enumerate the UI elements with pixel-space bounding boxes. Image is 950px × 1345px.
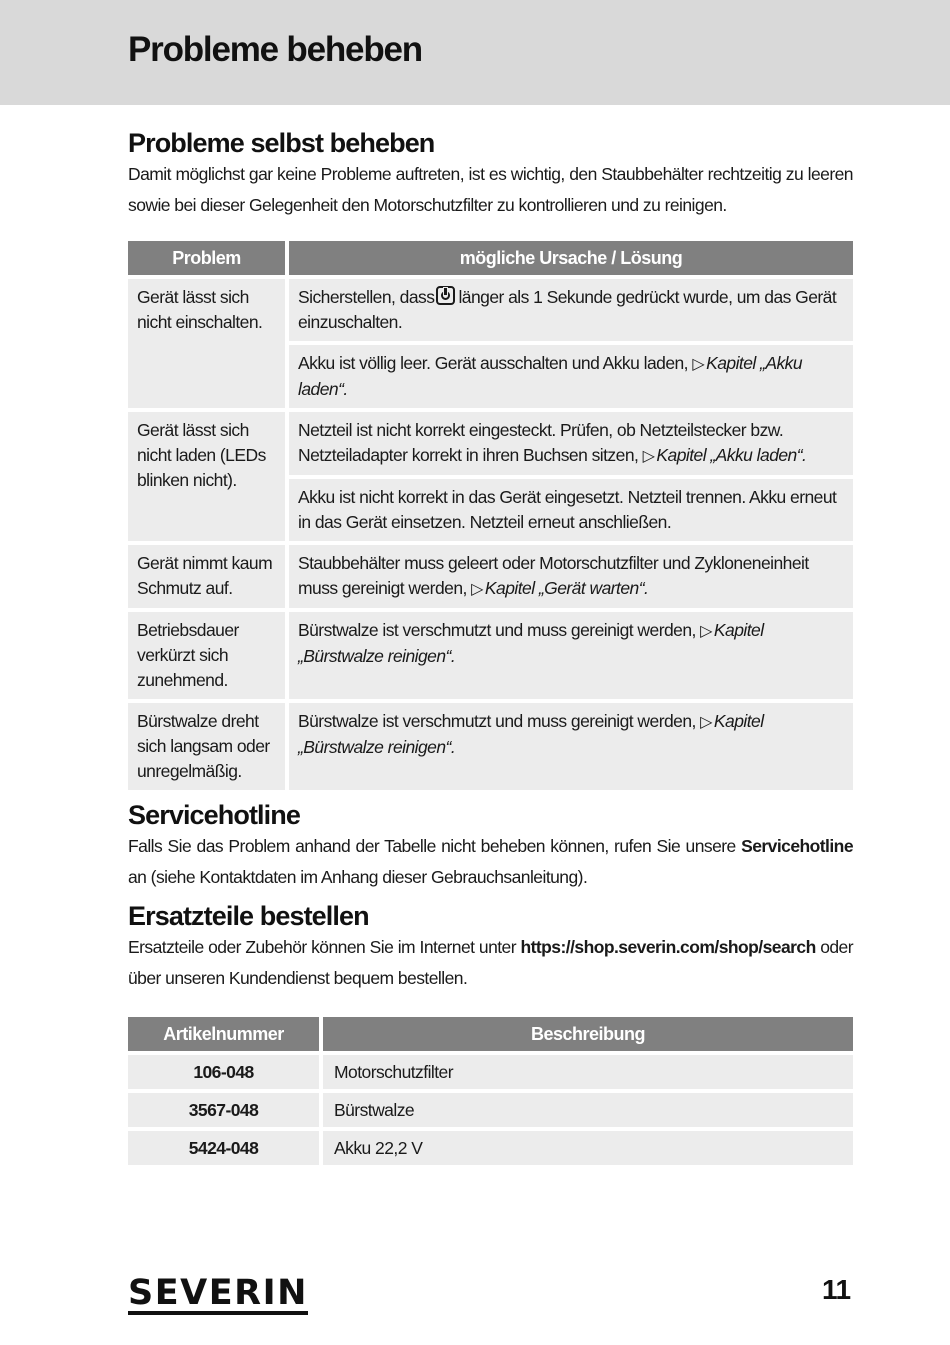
spare-text: Ersatzteile oder Zubehör können Sie im Internet unter: [128, 937, 517, 957]
service-paragraph: [128, 831, 853, 893]
reference-arrow-icon: ▷: [700, 714, 712, 731]
content: [128, 128, 853, 1169]
problem-cell: Gerät lässt sich nicht einschalten.: [128, 279, 285, 408]
solution-cell: [289, 612, 853, 699]
description-cell: Akku 22,2 V: [323, 1131, 853, 1165]
solution-text: Netzteil ist nicht korrekt eingesteckt. Prüfen, ob Netzteilstecker bzw. Netzteiladapter korrekt in ihren Buchsen sitzen,: [298, 420, 784, 465]
problem-cell: Gerät nimmt kaum Schmutz auf.: [128, 545, 285, 608]
section-heading-spare-parts: Ersatzteile bestellen: [128, 901, 369, 931]
description-cell: Motorschutzfilter: [323, 1055, 853, 1089]
chapter-reference: Kapitel „Bürstwalze reinigen“.: [298, 620, 764, 666]
table-row: [128, 545, 853, 608]
article-number-cell: 106-048: [128, 1055, 319, 1089]
shop-url-link[interactable]: https://shop.severin.com/shop/search: [520, 937, 816, 957]
problem-table: [124, 237, 857, 794]
intro-paragraph: Damit möglichst gar keine Probleme auftreten, ist es wichtig, den Staubbehälter rechtzeitig zu leeren sowie bei dieser Gelegenheit den Motorschutzfilter zu kontrollieren und zu reinigen.: [128, 164, 853, 215]
section-heading-self-fix: Probleme selbst beheben: [128, 128, 435, 158]
power-button-icon: [436, 286, 455, 305]
chapter-reference: Kapitel „Gerät warten“.: [484, 578, 649, 598]
page-title: Probleme beheben: [128, 30, 422, 69]
parts-table: [124, 1013, 857, 1169]
table-row: [128, 279, 853, 341]
article-number-cell: 3567-048: [128, 1093, 319, 1127]
chapter-reference: Kapitel „Akku laden“.: [656, 445, 807, 465]
spare-parts-paragraph: [128, 932, 853, 994]
service-text: an (siehe Kontaktdaten im Anhang dieser Gebrauchsanleitung).: [128, 867, 588, 887]
solution-text: länger als 1 Sekunde gedrückt wurde, um das Gerät einzuschalten.: [298, 287, 837, 332]
table-row: [128, 1055, 853, 1089]
service-hotline-label: Servicehotline: [741, 836, 854, 856]
table-row: [128, 703, 853, 790]
section-heading-servicehotline: Servicehotline: [128, 800, 300, 830]
solution-text: Bürstwalze ist verschmutzt und muss gereinigt werden,: [298, 620, 696, 640]
service-text: Falls Sie das Problem anhand der Tabelle nicht beheben können, rufen Sie unsere: [128, 836, 736, 856]
column-header-article-number: Artikelnummer: [128, 1017, 319, 1051]
table-row: [128, 412, 853, 475]
problem-cell: Bürstwalze dreht sich langsam oder unregelmäßig.: [128, 703, 285, 790]
reference-arrow-icon: ▷: [700, 623, 712, 640]
solution-text: Bürstwalze ist verschmutzt und muss gereinigt werden,: [298, 711, 696, 731]
reference-arrow-icon: ▷: [642, 448, 655, 465]
table-row: [128, 1093, 853, 1127]
reference-arrow-icon: ▷: [471, 581, 483, 598]
description-cell: Bürstwalze: [323, 1093, 853, 1127]
column-header-solution: mögliche Ursache / Lösung: [289, 241, 853, 275]
column-header-problem: Problem: [128, 241, 285, 275]
column-header-description: Beschreibung: [323, 1017, 853, 1051]
chapter-reference: Kapitel „Bürstwalze reinigen“.: [298, 711, 764, 757]
page-number: 11: [822, 1274, 851, 1305]
table-row: [128, 612, 853, 699]
spare-text: oder über unseren Kundendienst bequem bestellen.: [128, 937, 854, 988]
article-number-cell: 5424-048: [128, 1131, 319, 1165]
solution-cell: [289, 412, 853, 475]
solution-text: Akku ist völlig leer. Gerät ausschalten und Akku laden,: [298, 353, 688, 373]
problem-cell: Betriebsdauer verkürzt sich zunehmend.: [128, 612, 285, 699]
solution-cell: [289, 345, 853, 408]
chapter-reference: Kapitel „Akku laden“.: [298, 353, 803, 399]
severin-logo: SEVERIN: [128, 1273, 308, 1313]
solution-cell: Akku ist nicht korrekt in das Gerät eingesetzt. Netzteil trennen. Akku erneut in das Gerät einsetzen. Netzteil erneut anschließen.: [289, 479, 853, 541]
problem-cell: Gerät lässt sich nicht laden (LEDs blinken nicht).: [128, 412, 285, 541]
solution-text: Sicherstellen, dass: [298, 287, 435, 307]
reference-arrow-icon: ▷: [692, 356, 705, 373]
solution-cell: [289, 279, 853, 341]
solution-cell: [289, 703, 853, 790]
solution-text: Staubbehälter muss geleert oder Motorschutzfilter und Zykloneneinheit muss gereinigt werden,: [298, 553, 809, 598]
table-row: [128, 1131, 853, 1165]
solution-cell: [289, 545, 853, 608]
